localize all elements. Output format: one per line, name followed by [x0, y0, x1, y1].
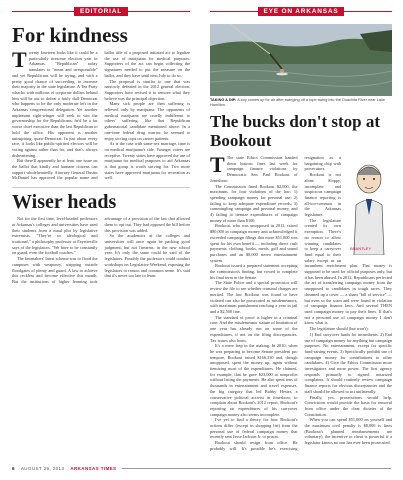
page-footer: [12, 463, 391, 473]
eye-headline: The bucks don't stop at Bookout: [210, 112, 381, 150]
eye-paragraph: 1) End carryover funds for incumbents. 2) End use of campaign money for anything but campaign purposes. No entertainment, except for specific fund-raising events. 3) Specifically prohibit use of campaign money for contributions to other candidates. 4) Give the Ethics Commission more investigators and more power. The first agency responds primarily to signed, notarized complaints. It should routinely review campaign finance reports for obvious discrepancies and the staff should be allowed to act unilaterally.: [304, 331, 392, 394]
issue-date: AUGUST 29, 2013: [20, 465, 65, 471]
editorial-body-2: [12, 216, 190, 284]
editorial-paragraph: As is the case with same-sex marriage, time is on medical marijuana's side. Younger voters are receptive. Twenty states have approved the use of marijuana for medical purposes to aid Arkansas is that group is worth striving for. Two more states have approved marijuana for recreation as well.: [104, 141, 190, 181]
river-photo-art: [210, 24, 392, 96]
editorial-paragraph: But there'll apparently be at least one issue on the ballot that kindly and humane citizens can support wholeheartedly. Attorney General Dustin McDaniel has approved the popular name and ballot title of a proposed initiated act to legalize the use of marijuana for medical purposes. Supporters of the act can begin collecting the signatures needed to put the measure on the ballot, and they have until next July to do so.: [12, 50, 190, 181]
editorial-subhead: Wiser heads: [12, 187, 190, 213]
editorial-body: [12, 47, 190, 181]
eye-paragraph: The legislature should (but won't):: [309, 326, 369, 332]
eye-paragraph: When you can spend $51,000 on yourself and the maximum civil penalty is $8,000 is fines (Bookout's planned reimbursements are voluntary), the incentive to cheat is powerful if a legislator knows no one has ever been prosecuted.: [304, 417, 392, 446]
eye-paragraph: The Commission fined Bookout $2,000, the maximum, for four violations of the law: 1) spending campaign money for personal use; 2) failing to keep adequate expenditure records; 3) commingling campaign and personal money, and 4) failing to itemize expenditures of campaign money of more than $100.: [210, 183, 298, 223]
section-label-eye: EYE ON ARKANSAS: [258, 7, 345, 16]
editorial-paragraph: Many sick people are then suffering is relieved only by marijuana. The opponents of medical marijuana are cruelly indifferent to others' suffering, like that Republican gubernatorial candidate mentioned above. In a one-time federal drug warrior, he seemed to enjoy siccing cops on cancer patients.: [104, 101, 190, 141]
eye-body: [210, 152, 392, 452]
eye-paragraph: It's a mere leap in the making. In 2010, when he was preparing to become Senate president pro tempore, Bookout raised $166,330 and, though unopposed, spent the money up, again without itemizing most of the expenditures. He claimed, for example, that he gave $23,000 to nonprofits without listing the payments. He also spent tens of thousands in entertainment and travel expenses, the big category that led Bobby Hester, a conservative political activist in Jonesboro, to complain about Bookout's 2012 report. Bookout's reporting on expenditures of his carryover campaign money also seems incomplete.: [210, 343, 298, 417]
publication-name: ARKANSAS TIMES: [70, 465, 117, 471]
eye-on-arkansas-section-bar: [210, 5, 392, 18]
dropcap: T: [12, 47, 27, 72]
caption-label: TAKING A DIP:: [210, 98, 237, 102]
page-number: 6: [12, 465, 15, 471]
eye-paragraph: The State Police and a special prosecutor will review the file to see whether criminal charges are merited. The law Bookout was found to have violated can also be prosecuted as misdemeanors, with maximum punishment reaching a year in jail and a $2,500 fine.: [210, 280, 298, 314]
editorial-paragraph: The proposal is similar to one that was narrowly defeated in the 2012 general election. Supporters have revised it to remove what they believe was the principal objection.: [104, 78, 190, 101]
eye-paragraph: I've yet to find a theory for how Bookout's actions differ (except in shopping list) from the personal use of federal campaign money that recently sent Jesse Jackson Jr. to prison.: [210, 417, 298, 440]
dropcap-eye: T: [210, 152, 225, 177]
cartoon-portrait-art: [346, 155, 392, 255]
eye-paragraph: The state Ethics Commission handed down historic fines last week for campaign finance violations by Democratic Sen. Paul Bookout of Jonesboro.: [210, 155, 298, 183]
editorial-paragraph: So the academics at the colleges and universities will once again be packing good judgment, but not firearms, in the new school year. It's only the same could be said of the legislators. Possibly the professors could conduct workshops on Legislative Weekend, exposing the legislators to reason and common sense. It's said that it's never too late to learn.: [104, 233, 190, 279]
eye-paragraph: Bookout is not alone. Sloppy, incomplete and suspicious campaign finance reporting is all-too-common in the Arkansas legislature.: [304, 172, 341, 218]
caption-text: A boy comes up for air after swinging off a rope swing into the Ouachita River near Lake Hamilton.: [210, 98, 385, 107]
footer-rule: [122, 468, 391, 469]
eye-column: [210, 24, 392, 456]
eye-paragraph: Bookout issued a prepared statement accepting the commission's finding, but vowed to complete his final term in the Senate.: [210, 263, 298, 280]
editorial-paragraph: Not for the first time, level-headed professors at Arkansas's colleges and universities have used their students from a maul plot by legislative extremists. "They're so ideological and irrational," a philosophy professor at Fayetteville says of the legislators. "We have to be constantly on guard, even the football coaches.": [12, 216, 98, 256]
editorial-section-bar: [12, 5, 190, 18]
section-label-editorial: EDITORIAL: [74, 7, 128, 16]
editorial-column: [12, 24, 190, 456]
eye-paragraph: Bookout, who was unopposed in 2012, raised $80,000 in campaign money and acknowledged it exceeded campaign filings that more $51,000 was spent for his own benefit — including direct cash payments, clothing, books, meals, golf and sound purchases and an $8,000 stereo entertainment system.: [210, 223, 298, 263]
editorial-headline: For kindness: [12, 24, 128, 47]
photo-caption: [210, 98, 392, 108]
cartoon-portrait: [346, 155, 392, 255]
river-photo: [210, 24, 392, 96]
editorial-paragraph: The lawmakers' latest scheme was to flood the campuses with weaponry, stripping outside floodgates of plenty and guard. A law to achieve this reckless and become effective this month. But the institutions of higher learning took advantage of a provision of the law that allowed them to opt out. They had opposed the bill before this provision was added.: [12, 216, 190, 284]
eye-paragraph: The standard of proof is higher in a criminal case. And the misdemeanor statute of limitation of one year has already run on some of the expenditures, if not on the filing discrepancies. Tax issues also loom.: [210, 314, 298, 343]
eye-paragraph: Finally, yes, prosecutions would help. Convictions would provide the basis for removal from office under the clear dictates of the Constitution.: [304, 394, 392, 417]
cartoon-signature: BRANTLEY: [350, 246, 372, 251]
editorial-paragraph: wenty fourteen looks like it could be a particularly tiresome election year in Arkansas. "Republican" today translates to "mean and irresponsible" and yet Republicans will be trying, and with a pretty good chance of succeeding, to increase their majority in the state legislature. A Tea Party whacko with millions of corporate dollars behind him will be out to defeat a fairly dull Democrat who happens to be the only moderate left in the Arkansas congressional delegation. Yet another unpleasant right-winger will seek to win the governorship for the Republicans; he'd be a far worse chief executive than the last Republican to hold the office. His opponent is another uninspiring, quasi-Democrat. In just about every race, it looks like public-spirited electors will be voting against rather than for, and that's always disheartening.: [12, 50, 98, 158]
eye-paragraph: The legislature created its own exemption. There's no reason to allow winning candidates to keep a carryover fund equal to their salary except as an incumbent enrichment plan. That money is supposed to be used for official purposes only, but it has been abused. In 2012, Republicans perfected the art of transferring campaign money from the unopposed to candidates in tough races. They dreamed up a cover — a sham "bill of service" — but even so the scam and were found in violation of campaign finance laws. And several THEN used campaign money to pay their fines. If that's not a personal use of campaign money I don't know what is.: [304, 217, 392, 326]
eye-paragraph: Bookout should resign from office. He probably will. It's possible he's exercising resignation as a bargaining chip with prosecutors.: [210, 155, 341, 451]
